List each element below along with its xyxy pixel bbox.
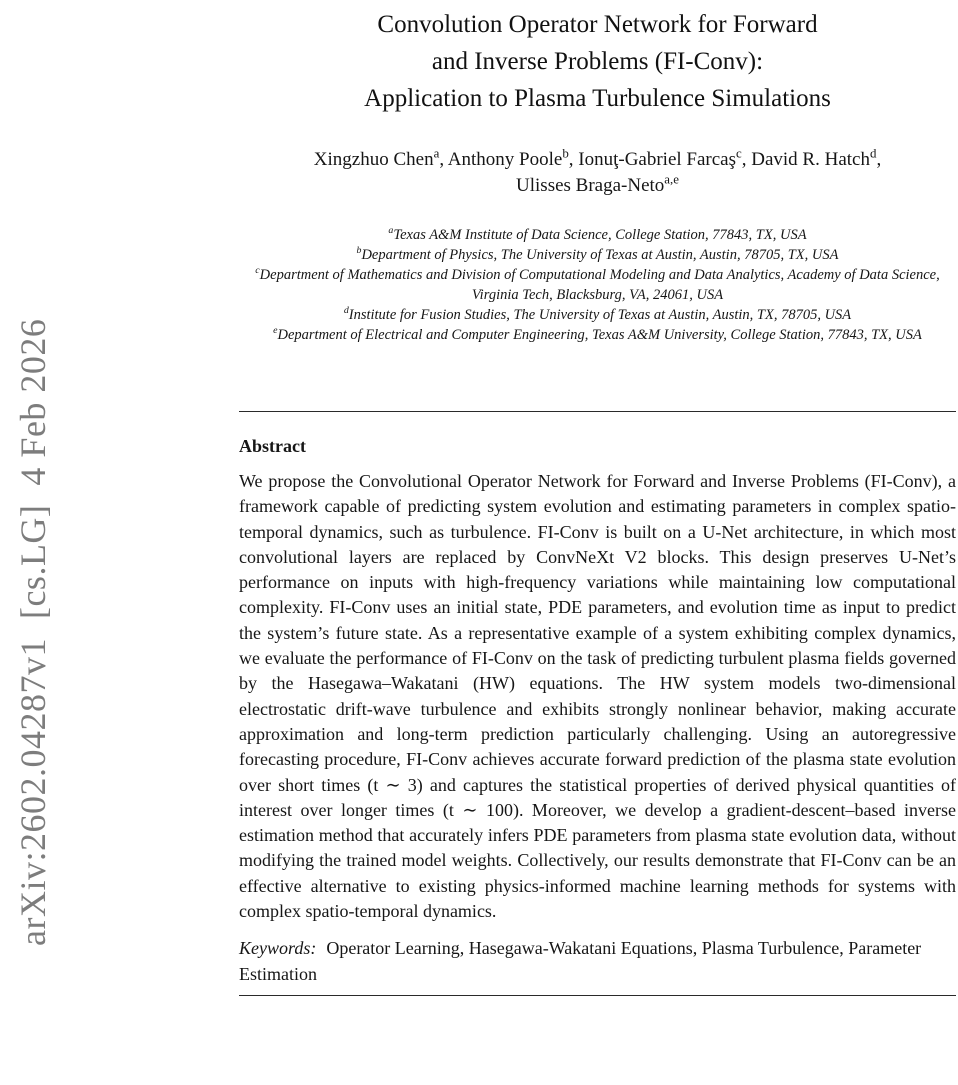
abstract-heading: Abstract — [239, 436, 306, 456]
author-name — [578, 145, 752, 170]
author-affil-mark: b — [562, 145, 569, 161]
divider-bottom — [239, 995, 956, 996]
affiliation-item — [239, 305, 956, 325]
abstract-text: We propose the Convolutional Operator Network for Forward and Inverse Problems (FI-Conv), a framework capable of predicting system evolution and estimating parameters in complex spatio-temporal dynamics, such as turbulence. FI-Conv is built on a U-Net architecture, in which most convolutional layers are replaced by ConvNeXt V2 blocks. This design preserves U-Net’s performance on inputs with high-frequency variations while maintaining low computational complexity. FI-Conv uses an initial state, PDE parameters, and evolution time as input to predict the system’s future state. As a representative example of a system exhibiting complex dynamics, we evaluate the performance of FI-Conv on the task of predicting turbulent plasma fields governed by the Hasegawa–Wakatani (HW) equations. The HW system models two-dimensional electrostatic drift-wave turbulence and exhibits strongly nonlinear behavior, making accurate approximation and long-term prediction particularly challenging. Using an autoregressive forecasting procedure, FI-Conv achieves accurate forward prediction of the plasma state evolution over short times (t ∼ 3) and captures the statistical properties of derived physical quantities of interest over longer times (t ∼ 100). Moreover, we develop a gradient-descent–based inverse estimation method that accurately infers PDE parameters from plasma state evolution data, without modifying the trained model weights. Collectively, our results demonstrate that FI-Conv can be an effective alternative to existing physics-informed machine learning methods for systems with complex spatio-temporal dynamics. — [239, 471, 956, 922]
author-name — [516, 171, 679, 196]
content-column — [239, 0, 956, 996]
author-separator: , — [439, 149, 448, 170]
author-line-2 — [239, 173, 956, 199]
affiliation-mark: e — [273, 325, 278, 337]
author-list — [239, 147, 956, 199]
author-name-text: David R. Hatch — [751, 149, 870, 170]
affiliation-mark: a — [388, 225, 394, 237]
author-name-text: Anthony Poole — [447, 149, 563, 170]
title-line-2: and Inverse Problems (FI-Conv): — [431, 48, 764, 75]
affiliation-text: Institute for Fusion Studies, The University of Texas at Austin, Austin, TX, 78705, USA — [348, 307, 852, 323]
affiliation-text: Department of Mathematics and Division of Computational Modeling and Data Analytics, Academy of Data Science, Virginia Tech, Blacksburg, VA, 24061, USA — [259, 267, 940, 303]
affiliation-text: Department of Electrical and Computer Engineering, Texas A&M University, College Station, 77843, TX, USA — [277, 327, 922, 343]
author-affil-mark: a,e — [664, 171, 679, 187]
paper-title — [239, 6, 956, 117]
author-name — [751, 145, 882, 170]
affiliation-list — [239, 225, 956, 345]
author-name — [447, 145, 579, 170]
author-name-text: Xingzhuo Chen — [313, 149, 434, 170]
affiliation-text: Texas A&M Institute of Data Science, College Station, 77843, TX, USA — [393, 227, 807, 243]
affiliation-mark: d — [343, 305, 349, 317]
author-affil-mark: a — [433, 145, 440, 161]
title-line-1: Convolution Operator Network for Forward — [377, 11, 818, 38]
author-affil-mark: d — [869, 145, 877, 161]
affiliation-text: Department of Physics, The University of Texas at Austin, Austin, 78705, TX, USA — [361, 247, 839, 263]
arxiv-watermark-label: arXiv:2602.04287v1 [cs.LG] 4 Feb 2026 — [13, 318, 53, 946]
divider-top — [239, 411, 956, 412]
keywords-label: Keywords: — [239, 938, 317, 959]
author-affil-mark: c — [736, 145, 742, 161]
author-name — [313, 145, 448, 170]
affiliation-item — [239, 245, 956, 265]
title-line-3: Application to Plasma Turbulence Simulations — [364, 85, 831, 112]
author-name-text: Ulisses Braga-Neto — [516, 175, 665, 196]
author-separator: , — [876, 149, 882, 170]
author-line-1 — [239, 147, 956, 173]
affiliation-mark: c — [255, 265, 260, 277]
affiliation-item — [239, 225, 956, 245]
affiliation-item — [239, 325, 956, 345]
keywords-text: Operator Learning, Hasegawa-Wakatani Equations, Plasma Turbulence, Parameter Estimation — [239, 938, 922, 984]
author-separator: , — [741, 149, 752, 170]
keywords-line — [239, 936, 956, 987]
author-name-text: Ionuţ-Gabriel Farcaş — [578, 149, 737, 170]
affiliation-item — [239, 265, 956, 305]
affiliation-mark: b — [356, 245, 362, 257]
author-separator: , — [568, 149, 579, 170]
